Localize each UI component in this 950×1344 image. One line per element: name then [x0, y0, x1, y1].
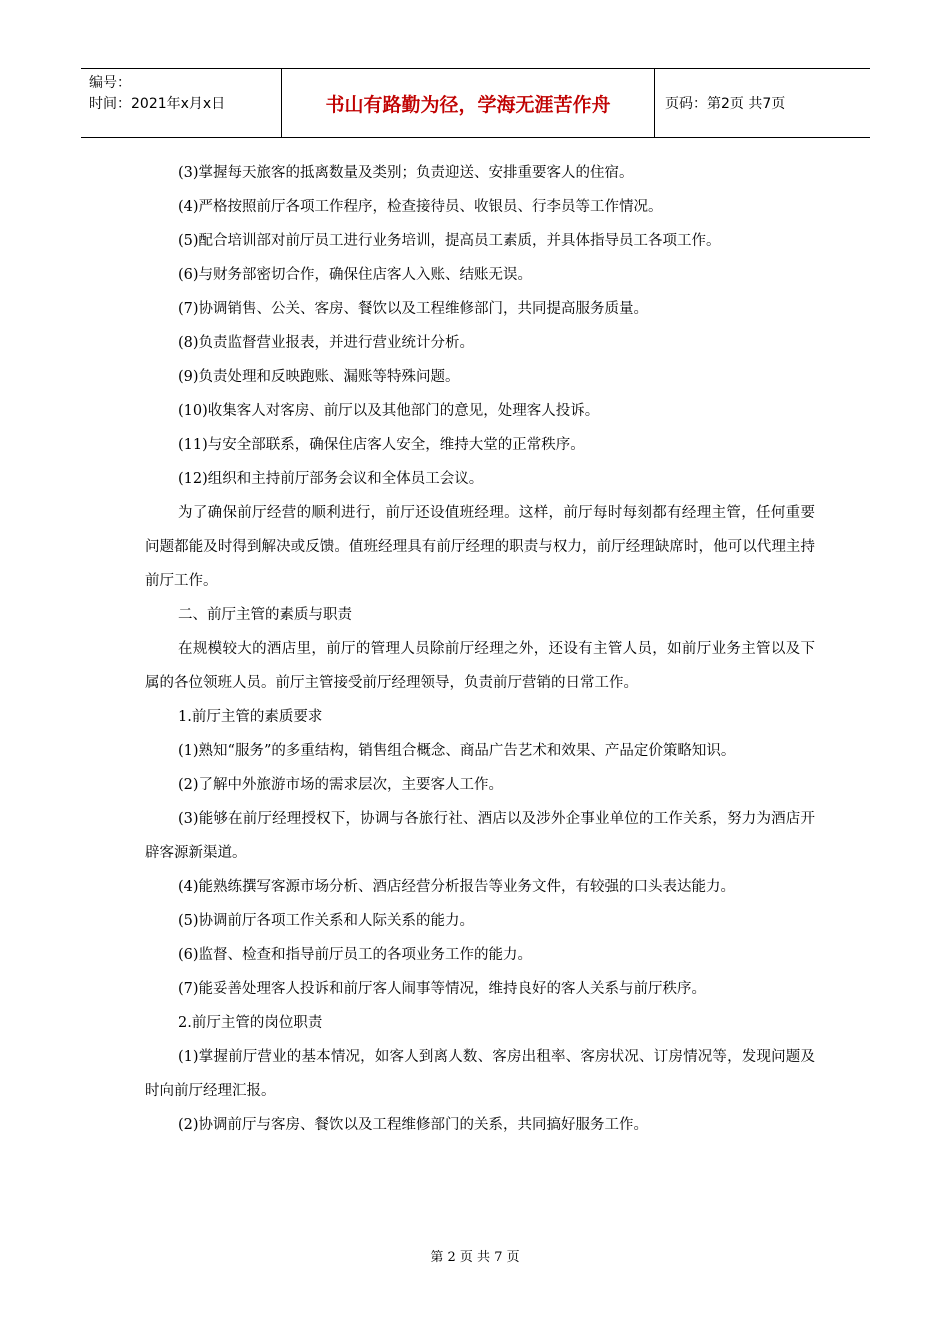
paragraph: (7)能妥善处理客人投诉和前厅客人闹事等情况，维持良好的客人关系与前厅秩序。: [178, 981, 707, 997]
paragraph: (12)组织和主持前厅部务会议和全体员工会议。: [178, 471, 484, 487]
page-header: [81, 68, 870, 138]
paragraph: 为了确保前厅经营的顺利进行，前厅还设值班经理。这样，前厅每时每刻都有经理主管，任何重要问题都能及时得到解决或反馈。值班经理具有前厅经理的职责与权力，前厅经理缺席时，他可以代理主持前厅工作。: [145, 505, 815, 589]
paragraph: (3)能够在前厅经理授权下，协调与各旅行社、酒店以及涉外企事业单位的工作关系，努力为酒店开辟客源新渠道。: [145, 811, 815, 861]
paragraph: (7)协调销售、公关、客房、餐饮以及工程维修部门，共同提高服务质量。: [178, 301, 649, 317]
paragraph: (2)了解中外旅游市场的需求层次，主要客人工作。: [178, 777, 504, 793]
page-footer: 第 2 页 共 7 页: [430, 1250, 520, 1265]
header-motto: 书山有路勤为径，学海无涯苦作舟: [282, 69, 655, 137]
subsection-heading: 2.前厅主管的岗位职责: [178, 1015, 323, 1031]
section-heading: 二、前厅主管的素质与职责: [178, 607, 352, 623]
subsection-heading: 1.前厅主管的素质要求: [178, 709, 323, 725]
paragraph: (4)能熟练撰写客源市场分析、酒店经营分析报告等业务文件，有较强的口头表达能力。: [178, 879, 736, 895]
header-page-number: 页码：第2页 共7页: [665, 96, 786, 112]
date-label: 时间：2021年x月x日: [89, 96, 226, 112]
paragraph: (4)严格按照前厅各项工作程序，检查接待员、收银员、行李员等工作情况。: [178, 199, 663, 215]
header-info-cell: [81, 69, 282, 137]
paragraph: (9)负责处理和反映跑账、漏账等特殊问题。: [178, 369, 460, 385]
paragraph: (3)掌握每天旅客的抵离数量及类别；负责迎送、安排重要客人的住宿。: [178, 165, 634, 181]
paragraph: (2)协调前厅与客房、餐饮以及工程维修部门的关系，共同搞好服务工作。: [178, 1117, 649, 1133]
document-body: [145, 156, 815, 1142]
paragraph: (10)收集客人对客房、前厅以及其他部门的意见，处理客人投诉。: [178, 403, 600, 419]
paragraph: (1)熟知“服务”的多重结构，销售组合概念、商品广告艺术和效果、产品定价策略知识。: [178, 743, 736, 759]
paragraph: (5)协调前厅各项工作关系和人际关系的能力。: [178, 913, 475, 929]
paragraph: (11)与安全部联系，确保住店客人安全，维持大堂的正常秩序。: [178, 437, 585, 453]
paragraph: (6)监督、检查和指导前厅员工的各项业务工作的能力。: [178, 947, 533, 963]
code-label: 编号：: [89, 75, 131, 91]
paragraph: (5)配合培训部对前厅员工进行业务培训，提高员工素质，并具体指导员工各项工作。: [178, 233, 721, 249]
paragraph: (1)掌握前厅营业的基本情况，如客人到离人数、客房出租率、客房状况、订房情况等，发现问题及时向前厅经理汇报。: [145, 1049, 815, 1099]
paragraph: (6)与财务部密切合作，确保住店客人入账、结账无误。: [178, 267, 533, 283]
paragraph: 在规模较大的酒店里，前厅的管理人员除前厅经理之外，还设有主管人员，如前厅业务主管以及下属的各位领班人员。前厅主管接受前厅经理领导，负责前厅营销的日常工作。: [145, 641, 815, 691]
paragraph: (8)负责监督营业报表，并进行营业统计分析。: [178, 335, 475, 351]
